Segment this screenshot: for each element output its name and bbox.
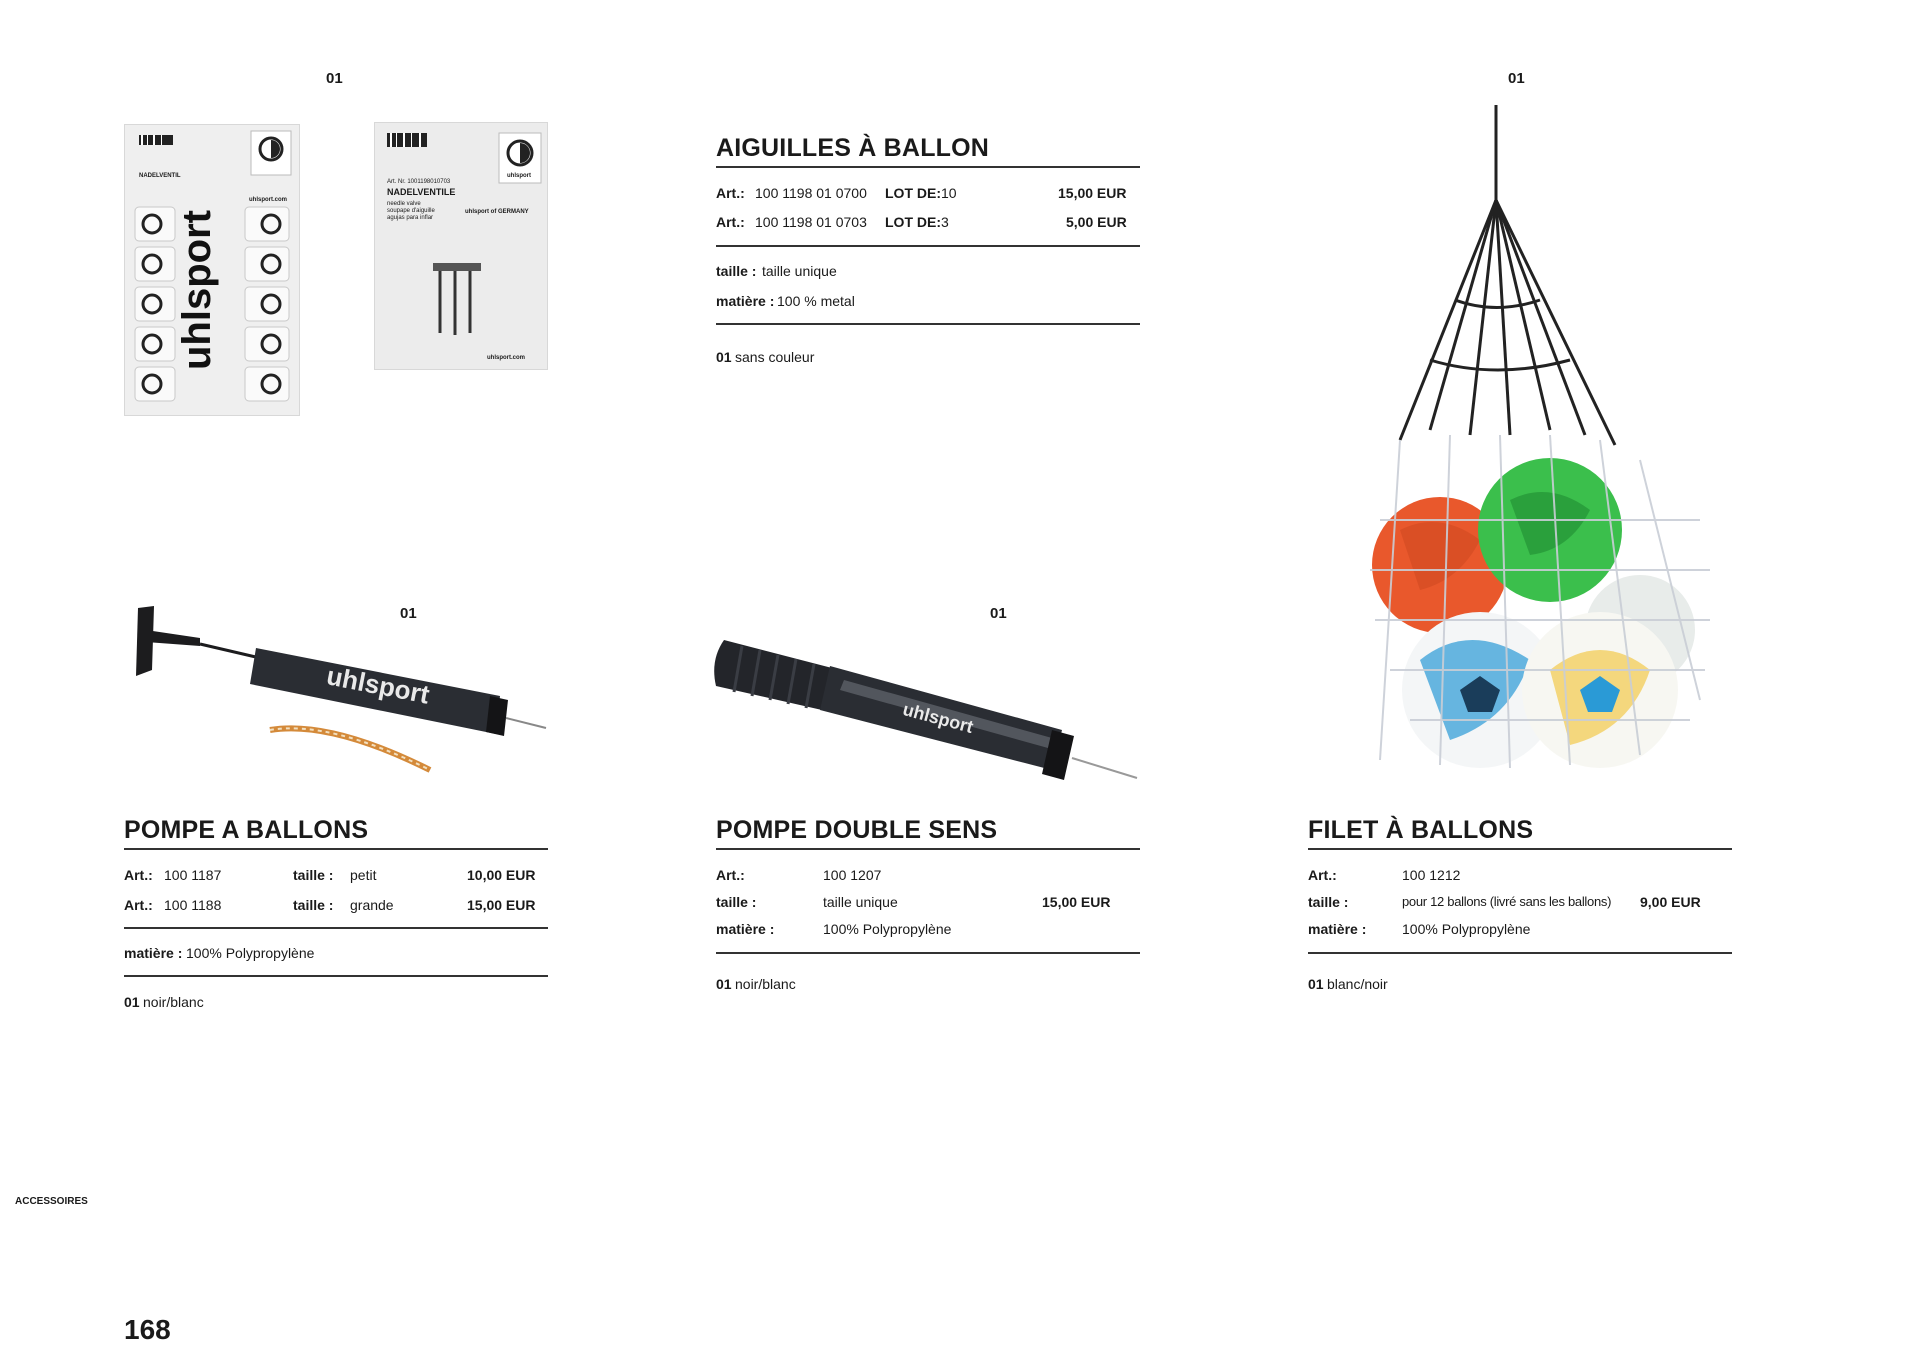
needles-pack2-sub3: agujas para inflar (387, 215, 434, 221)
needles-pack2-label: NADELVENTILE (387, 187, 456, 197)
lot-label: LOT DE: (885, 185, 941, 201)
size-value: pour 12 ballons (livré sans les ballons) (1402, 894, 1612, 909)
color-code: 01 (124, 994, 140, 1010)
material-label: matière : (716, 293, 775, 309)
net-variant-label: 01 (1508, 70, 1525, 87)
price: 15,00 EUR (467, 897, 536, 913)
needles-pack1-brand: uhlsport (175, 210, 219, 370)
lot-value: 3 (941, 214, 949, 230)
size-label: taille : (293, 867, 334, 883)
art-label: Art.: (716, 867, 745, 883)
art-label: Art.: (716, 214, 745, 230)
size-label: taille : (716, 894, 757, 910)
divider (1308, 952, 1732, 954)
divider (716, 952, 1140, 954)
art-number: 100 1198 01 0700 (755, 185, 867, 201)
needles-pack2-artno: Art. Nr. 1001198010703 (387, 179, 451, 185)
divider (124, 975, 548, 977)
double-pump-variant-label: 01 (990, 605, 1007, 622)
net-title: FILET À BALLONS (1308, 816, 1534, 844)
price: 10,00 EUR (467, 867, 536, 883)
color-code: 01 (1308, 976, 1324, 992)
needles-variant-label: 01 (326, 70, 343, 87)
art-label: Art.: (124, 897, 153, 913)
section-label: ACCESSOIRES (15, 1196, 88, 1207)
divider (716, 245, 1140, 247)
material-value: 100% Polypropylène (823, 921, 952, 937)
color-name: noir/blanc (735, 976, 796, 992)
art-number: 100 1207 (823, 867, 882, 883)
price: 9,00 EUR (1640, 894, 1701, 910)
needles-pack2-logo-text: uhlsport (507, 173, 531, 179)
material-label: matière : (1308, 921, 1367, 937)
double-pump-title: POMPE DOUBLE SENS (716, 816, 998, 844)
needles-title: AIGUILLES À BALLON (716, 134, 990, 162)
art-number: 100 1188 (164, 897, 222, 913)
double-pump-brand-text: uhlsport (900, 699, 976, 737)
needles-pack2-sub1: needle valve (387, 201, 421, 207)
needles-pack2-url: uhlsport.com (487, 355, 526, 361)
needles-pack1-label: NADELVENTIL (139, 173, 181, 179)
material-label: matière : (716, 921, 775, 937)
lot-value: 10 (941, 185, 957, 201)
size-value: taille unique (823, 894, 898, 910)
art-label: Art.: (716, 185, 745, 201)
color-name: blanc/noir (1327, 976, 1388, 992)
material-value: 100 % metal (777, 293, 855, 309)
size-label: taille : (1308, 894, 1349, 910)
color-name: sans couleur (735, 349, 815, 365)
needles-pack1-url: uhlsport.com (249, 197, 288, 203)
color-name: noir/blanc (143, 994, 204, 1010)
divider (716, 848, 1140, 850)
page-number: 168 (124, 1314, 171, 1345)
divider (716, 166, 1140, 168)
pump-title: POMPE A BALLONS (124, 816, 369, 844)
divider (124, 848, 548, 850)
size-value: taille unique (762, 263, 837, 279)
ball-pump-image (130, 600, 550, 780)
divider (124, 927, 548, 929)
color-code: 01 (716, 349, 732, 365)
needles-pack2-sub2: soupape d'aiguille (387, 208, 435, 214)
art-number: 100 1212 (1402, 867, 1461, 883)
needles-pack2-brand-line: uhlsport of GERMANY (465, 209, 529, 215)
size-value: grande (350, 897, 394, 913)
pump-brand-text: uhlsport (324, 660, 433, 710)
size-value: petit (350, 867, 377, 883)
art-label: Art.: (124, 867, 153, 883)
art-label: Art.: (1308, 867, 1337, 883)
ball-net-image (1320, 100, 1720, 770)
price: 5,00 EUR (1066, 214, 1127, 230)
color-code: 01 (716, 976, 732, 992)
divider (716, 323, 1140, 325)
double-pump-image (712, 630, 1142, 790)
price: 15,00 EUR (1058, 185, 1127, 201)
price: 15,00 EUR (1042, 894, 1111, 910)
lot-label: LOT DE: (885, 214, 941, 230)
divider (1308, 848, 1732, 850)
material-label: matière : (124, 945, 183, 961)
pump-variant-label: 01 (400, 605, 417, 622)
size-label: taille : (293, 897, 334, 913)
art-number: 100 1198 01 0703 (755, 214, 867, 230)
art-number: 100 1187 (164, 867, 222, 883)
size-label: taille : (716, 263, 757, 279)
needles-pack-image-1 (124, 124, 300, 416)
material-value: 100% Polypropylène (1402, 921, 1531, 937)
needles-pack-image-2 (374, 122, 548, 370)
material-value: 100% Polypropylène (186, 945, 315, 961)
